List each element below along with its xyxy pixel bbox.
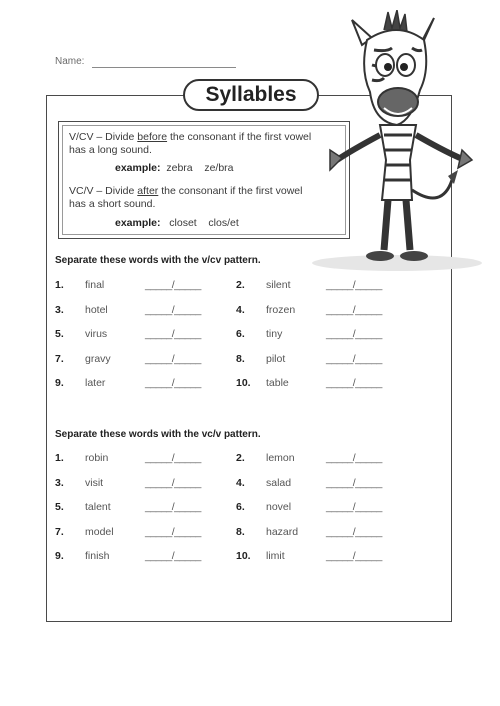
name-label: Name: (55, 56, 85, 67)
syllable-answer-blank[interactable]: _____/_____ (145, 501, 201, 513)
list-item (236, 501, 406, 515)
item-number: 4. (236, 303, 245, 316)
item-number: 1. (55, 452, 64, 464)
item-number: 6. (236, 501, 245, 513)
syllable-answer-blank[interactable]: _____/_____ (326, 352, 382, 365)
rule-vcv2-suffix: the consonant if the first vowel (158, 185, 303, 197)
item-word: tiny (266, 328, 283, 340)
item-number: 5. (55, 501, 64, 513)
item-number: 3. (55, 303, 64, 316)
name-field[interactable] (92, 67, 236, 68)
syllable-answer-blank[interactable]: _____/_____ (326, 452, 382, 464)
syllable-answer-blank[interactable]: _____/_____ (326, 377, 382, 389)
rule-vcv2-line2: has a short sound. (69, 198, 156, 210)
list-item (236, 377, 406, 391)
item-word: gravy (85, 352, 111, 365)
item-word: limit (266, 550, 285, 562)
item-word: lemon (266, 452, 295, 464)
example-label: example: (115, 217, 161, 229)
rule-vcv (69, 131, 311, 157)
item-number: 8. (236, 352, 245, 365)
syllable-answer-blank[interactable]: _____/_____ (326, 501, 382, 513)
rule-vcv2 (69, 185, 302, 211)
item-word: finish (85, 550, 110, 562)
item-number: 1. (55, 279, 64, 291)
rule-vcv-underlined: before (137, 131, 168, 143)
syllable-answer-blank[interactable]: _____/_____ (326, 279, 382, 291)
list-item (55, 328, 225, 342)
item-word: model (85, 525, 114, 538)
section-vcv-title: Separate these words with the v/cv pattern. (55, 255, 261, 266)
item-word: novel (266, 501, 292, 513)
syllable-answer-blank[interactable]: _____/_____ (145, 476, 201, 489)
list-item (55, 501, 225, 515)
syllable-answer-blank[interactable]: _____/_____ (326, 303, 382, 316)
syllable-answer-blank[interactable]: _____/_____ (145, 452, 201, 464)
item-word: robin (85, 452, 109, 464)
item-number: 6. (236, 328, 245, 340)
item-word: frozen (266, 303, 296, 316)
example-vcv (115, 162, 234, 174)
list-item (55, 279, 225, 293)
syllable-answer-blank[interactable]: _____/_____ (145, 303, 201, 316)
item-number: 7. (55, 525, 64, 538)
syllable-answer-blank[interactable]: _____/_____ (326, 476, 382, 489)
rule-vcv-line2: has a long sound. (69, 144, 152, 156)
page-title: Syllables (183, 79, 319, 111)
rule-vcv-suffix: the consonant if the first vowel (167, 131, 312, 143)
item-number: 2. (236, 452, 245, 464)
item-word: hazard (266, 525, 299, 538)
list-item (55, 353, 225, 367)
item-word: silent (266, 279, 291, 291)
list-item (236, 477, 406, 491)
rule-vcv-prefix: V/CV – Divide (69, 131, 138, 143)
item-number: 8. (236, 525, 245, 538)
list-item (55, 452, 225, 466)
item-number: 10. (236, 550, 251, 562)
rule-vcv2-underlined: after (137, 185, 159, 197)
list-item (55, 550, 225, 564)
item-number: 9. (55, 377, 64, 389)
zebra-cartoon-icon (312, 10, 482, 272)
item-number: 5. (55, 328, 64, 340)
syllable-answer-blank[interactable]: _____/_____ (326, 525, 382, 538)
section-vcv2-title: Separate these words with the vc/v pattern. (55, 429, 261, 440)
item-word: table (266, 377, 289, 389)
list-item (236, 550, 406, 564)
list-item (236, 353, 406, 367)
syllable-answer-blank[interactable]: _____/_____ (326, 550, 382, 562)
rule-vcv2-prefix: VC/V – Divide (69, 185, 138, 197)
list-item (55, 304, 225, 318)
syllable-answer-blank[interactable]: _____/_____ (145, 550, 201, 562)
list-item (236, 452, 406, 466)
syllable-answer-blank[interactable]: _____/_____ (145, 352, 201, 365)
example-word: closet (169, 217, 197, 229)
item-word: talent (85, 501, 111, 513)
list-item (55, 526, 225, 540)
item-number: 2. (236, 279, 245, 291)
example-label: example: (115, 162, 161, 174)
item-word: pilot (266, 352, 286, 365)
item-number: 10. (236, 377, 251, 389)
syllable-answer-blank[interactable]: _____/_____ (145, 525, 201, 538)
example-vcv2 (115, 217, 239, 229)
syllable-answer-blank[interactable]: _____/_____ (145, 279, 201, 291)
list-item (236, 304, 406, 318)
example-word: zebra (166, 162, 193, 174)
list-item (236, 526, 406, 540)
list-item (236, 328, 406, 342)
list-item (236, 279, 406, 293)
item-number: 7. (55, 352, 64, 365)
item-word: hotel (85, 303, 108, 316)
syllable-answer-blank[interactable]: _____/_____ (145, 377, 201, 389)
item-word: later (85, 377, 106, 389)
list-item (55, 377, 225, 391)
example-split: ze/bra (204, 162, 234, 174)
item-word: visit (85, 476, 104, 489)
syllable-answer-blank[interactable]: _____/_____ (326, 328, 382, 340)
list-item (55, 477, 225, 491)
item-word: salad (266, 476, 292, 489)
item-word: final (85, 279, 105, 291)
item-number: 4. (236, 476, 245, 489)
item-number: 3. (55, 476, 64, 489)
item-number: 9. (55, 550, 64, 562)
item-word: virus (85, 328, 108, 340)
example-split: clos/et (208, 217, 239, 229)
syllable-answer-blank[interactable]: _____/_____ (145, 328, 201, 340)
